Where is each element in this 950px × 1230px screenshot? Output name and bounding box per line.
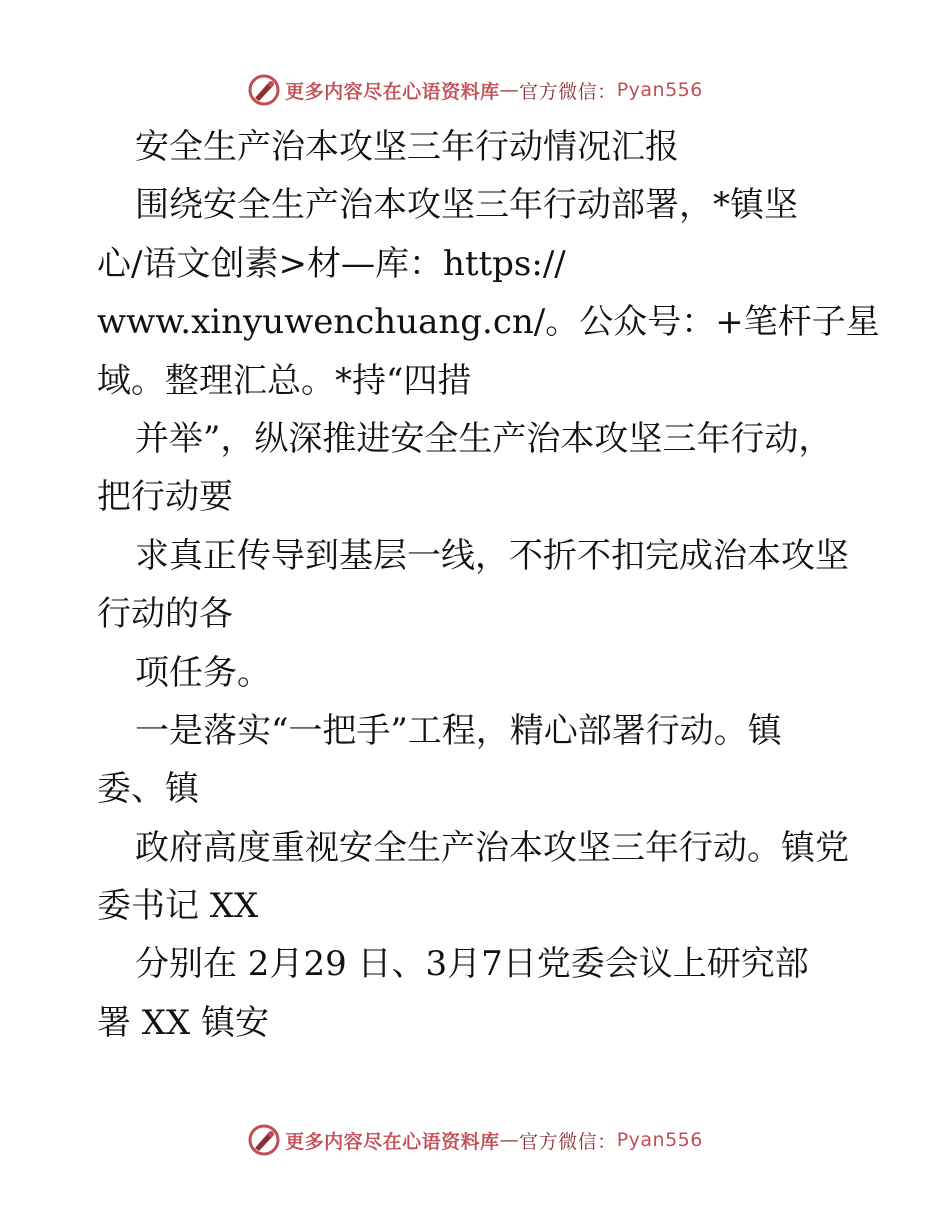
watermark-dash: — — [499, 79, 520, 101]
paragraph-line: 署 XX 镇安 — [97, 1002, 270, 1043]
watermark-sub-text: 官方微信： — [519, 80, 617, 103]
watermark-main-text: 更多内容尽在心语资料库 — [285, 80, 500, 103]
paragraph-line: 委、镇 — [97, 769, 199, 810]
footer-watermark — [0, 1120, 950, 1160]
paragraph-line: 域。整理汇总。*持“四措 — [97, 360, 472, 401]
paragraph-line: 行动的各 — [97, 594, 233, 635]
document-body — [97, 118, 880, 1052]
paragraph-line: 求真正传导到基层一线，不折不扣完成治本攻坚 — [135, 535, 849, 576]
paragraph-line: 分别在 2月29 日、3月7日党委会议上研究部 — [135, 944, 809, 985]
paragraph-line: 把行动要 — [97, 477, 233, 518]
watermark-dash: — — [499, 1129, 520, 1151]
watermark-id: Pyan556 — [616, 1129, 703, 1151]
paragraph-line: 委书记 XX — [97, 886, 259, 927]
header-watermark — [0, 70, 950, 110]
paragraph-line: 围绕安全生产治本攻坚三年行动部署，*镇坚 — [135, 185, 798, 226]
paragraph-line: 心/语文创素>材—库：https:// — [97, 243, 566, 284]
watermark-main-text: 更多内容尽在心语资料库 — [285, 1130, 500, 1153]
paragraph-line: 并举”，纵深推进安全生产治本攻坚三年行动， — [135, 418, 833, 459]
paragraph-line: 政府高度重视安全生产治本攻坚三年行动。镇党 — [135, 827, 849, 868]
paragraph-line: 项任务。 — [135, 652, 271, 693]
pen-logo-icon — [247, 1123, 281, 1157]
watermark-sub-text: 官方微信： — [519, 1130, 617, 1153]
watermark-id: Pyan556 — [616, 79, 703, 101]
pen-logo-icon — [247, 73, 281, 107]
document-title: 安全生产治本攻坚三年行动情况汇报 — [135, 127, 679, 167]
paragraph-line: www.xinyuwenchuang.cn/。公众号：+笔杆子星 — [97, 302, 880, 343]
paragraph-line: 一是落实“一把手”工程，精心部署行动。镇 — [135, 710, 782, 751]
